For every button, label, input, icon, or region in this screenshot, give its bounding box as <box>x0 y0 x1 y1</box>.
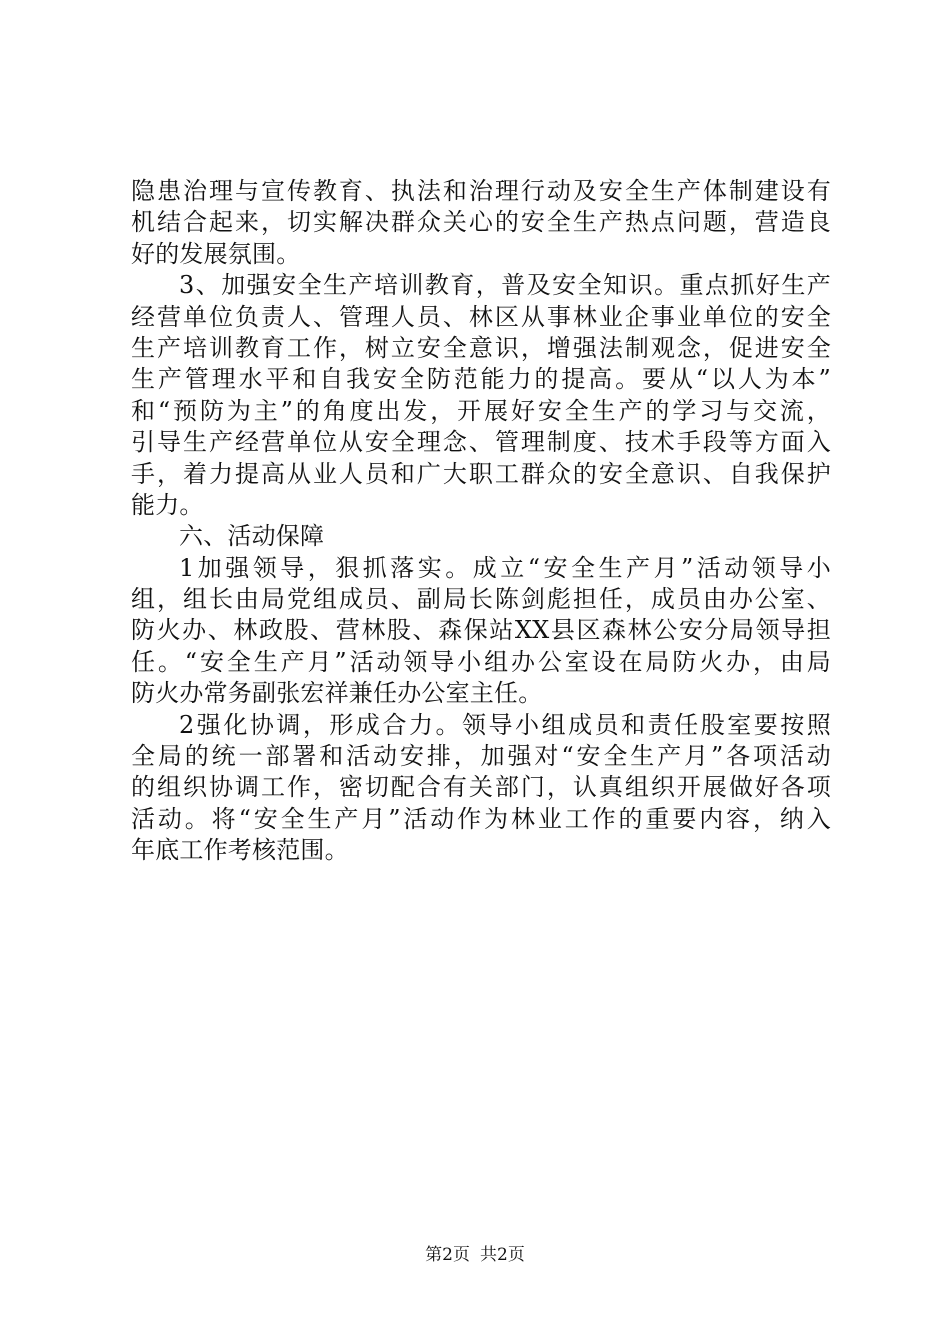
text-line: 生产培训教育工作，树立安全意识，增强法制观念，促进安全 <box>131 333 831 362</box>
paragraph-training <box>131 270 831 521</box>
paragraph-continuation <box>131 176 831 270</box>
text-line: 任。“安全生产月”活动领导小组办公室设在局防火办，由局 <box>131 647 831 676</box>
text-line: 机结合起来，切实解决群众关心的安全生产热点问题，营造良 <box>131 208 831 237</box>
text-line: 隐患治理与宣传教育、执法和治理行动及安全生产体制建设有 <box>131 177 831 205</box>
text-line: 防火办、林政股、营林股、森保站XX县区森林公安分局领导担 <box>131 616 831 645</box>
page-footer <box>0 1244 950 1266</box>
text-line: 经营单位负责人、管理人员、林区从事林业企事业单位的安全 <box>131 302 831 331</box>
text-line: 1加强领导，狠抓落实。成立“安全生产月”活动领导小 <box>179 553 831 582</box>
text-line: 活动。将“安全生产月”活动作为林业工作的重要内容，纳入 <box>131 804 831 833</box>
text-line: 全局的统一部署和活动安排，加强对“安全生产月”各项活动 <box>131 742 831 771</box>
text-line: 生产管理水平和自我安全防范能力的提高。要从“以人为本” <box>131 365 831 394</box>
text-line: 能力。 <box>131 490 204 519</box>
document-body <box>131 176 831 867</box>
text-line: 手，着力提高从业人员和广大职工群众的安全意识、自我保护 <box>131 459 831 488</box>
text-line: 和“预防为主”的角度出发，开展好安全生产的学习与交流， <box>131 396 831 425</box>
paragraph-coordination <box>131 710 831 867</box>
text-line: 3、加强安全生产培训教育，普及安全知识。重点抓好生产 <box>179 271 831 300</box>
text-line: 的组织协调工作，密切配合有关部门，认真组织开展做好各项 <box>131 773 831 802</box>
text-line: 年底工作考核范围。 <box>131 836 349 865</box>
page-number-current: 第2页 <box>425 1245 470 1265</box>
text-line: 2强化协调，形成合力。领导小组成员和责任股室要按照 <box>179 710 831 739</box>
text-line: 组，组长由局党组成员、副局长陈剑彪担任，成员由办公室、 <box>131 585 831 614</box>
text-line: 好的发展氛围。 <box>131 239 301 268</box>
section-heading <box>131 521 831 552</box>
text-line: 防火办常务副张宏祥兼任办公室主任。 <box>131 679 543 708</box>
text-line: 引导生产经营单位从安全理念、管理制度、技术手段等方面入 <box>131 428 831 457</box>
page-number-total: 共2页 <box>480 1245 525 1265</box>
paragraph-leadership <box>131 553 831 710</box>
section-heading-text: 六、活动保障 <box>179 522 325 551</box>
